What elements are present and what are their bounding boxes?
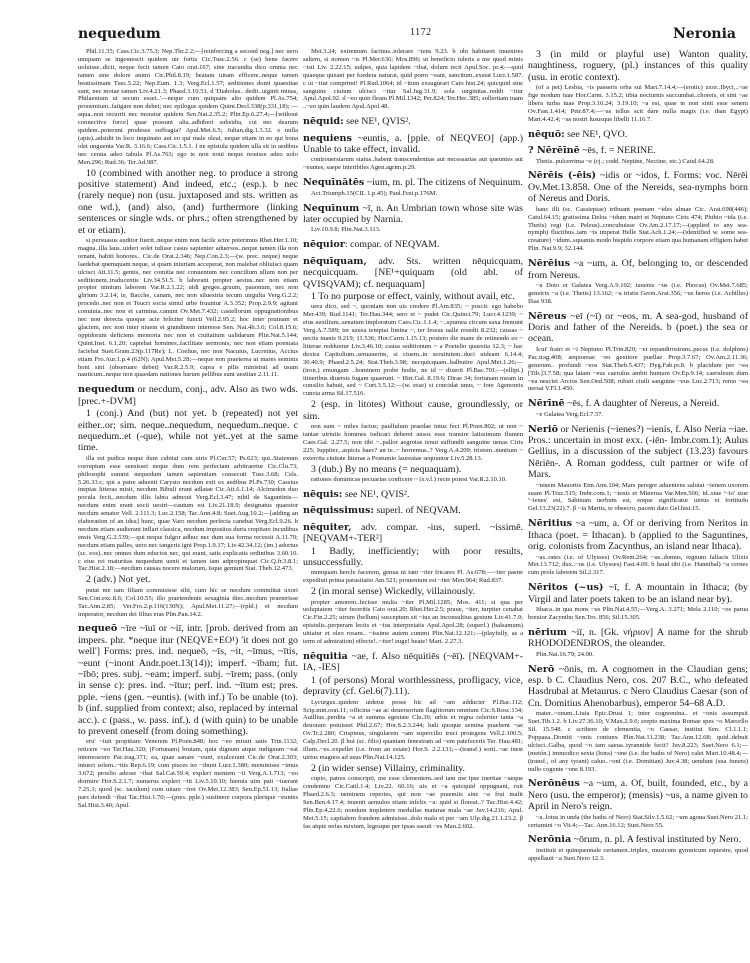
dictionary-entry-header bbox=[528, 778, 748, 812]
citation-block: illa est pudica neque dum cubitat cum uiris Pl.Cur.57; Ps.623; qui..Staienum corruptum esse sensisset neque dum rem perfectam arbitraretur Cic.Clu.73; philosophi summi nequedum tamen sapientiam consecuti Tusc.3.68; Cels. 5.26.33.c; qui a patre aduenit Carysto necdum exit ex aedibus Pl.Ps.730; Cassius ineptas litteras misit, necdum Bibuli erant adlatae Cic.Att.6.1.14; Alcimedon duo pocula fecit,..necdum illis labra admoui Verg.Ecl.3.47; nihil de Saguntinis—necdum enim erant socii uestri—cautum est Liv.21.18.9; designatus quaestor necdum senator Vell. 2.111.3; Luc.2.158; Tac.Ann.4.8; Suet.Aug.10.2;—[adding an elaboration of an idea] hunc, quae Varo necdum perfecta canebat Verg.Ecl.9.26. b necdum etiam audierant inflari classica, necdum impositos duris crepitare incudibus ensis Verg.G.2.539;—qui neque fulgor adhuc nec dum sua forma recessit A.11.70; necdum etiam palles, uero nec tangeris igni Prop.1.9.17; Liv.42.34.12; (im.) adortus (sc. eos)..nec omnes dum eductos nec, qui erant, satis explicatis ordinibus 3.60.10. c eius rei maturitas nequedum uenit et tamen iam adpropinquat Cic.Q.fr.3.8.1; Tac.Hist.2.18;—necdum causas nocere malorum, isque gemunt Stat. Theb.12.473. bbox=[78, 454, 298, 573]
page-number: 1172 bbox=[410, 27, 432, 38]
headword: Nērēius bbox=[528, 258, 571, 270]
entry-grammar: ~a ~um, a. Of or deriving from Neritos in Ithaca (poet. = Ithacan). b (applied to the Saguntines, orig. colonists from Zacynthus, an island near Ithaca). bbox=[528, 518, 748, 553]
headword: nērium bbox=[528, 626, 567, 638]
citation-block: numquam hercle facerem, genua ni tam ~iter fricares Pl. As.678;—~iter paene expediuit prima parasitatio Am.521; prouenium est ~iter Men.964; Rud.837. bbox=[303, 569, 523, 585]
entry-grammar: : compar. of NEQVAM. bbox=[344, 239, 440, 251]
dictionary-entry-header bbox=[303, 177, 523, 188]
dictionary-entry-header bbox=[303, 133, 523, 156]
entry-grammar: ~ēs, f. A daughter of Nereus, a Nereid. bbox=[564, 398, 720, 410]
headword: Nerō bbox=[528, 663, 555, 675]
dictionary-entry-header bbox=[528, 518, 748, 552]
entry-grammar: see NE¹, QVIS². bbox=[342, 488, 410, 500]
citation-block: Plin.Nat.16.79; 24.90. bbox=[536, 650, 594, 658]
headword: nequiens bbox=[303, 132, 352, 144]
entry-grammar: ~ōrum, n. pl. A festival instituted by Nero. bbox=[571, 834, 742, 846]
sense-definition: 2 (esp. in litotes) Without cause, groundlessly, or sim. bbox=[303, 399, 523, 422]
dictionary-entry-header bbox=[303, 522, 523, 545]
entry-grammar: or Nerienis (~ienes?) ~ienis, f. Also Neria ~iae. Pros.: uncertain in most exx. (-iēn- Imbr.com.1); Aulus Gellius, in a discussion of the subject (13.23) favours Nēriēn-. A Roman goddess, cult partner or wife of Mars. bbox=[528, 423, 748, 481]
entry-grammar: ~euntis, a. [pple. of NEQVEO] (app.) Unable to take effect, invalid. bbox=[303, 132, 523, 156]
entry-grammar: ~a ~um, a. Of, belonging to, or descended from Nereus. bbox=[528, 258, 748, 281]
citation-block: putat me iam filiam commisisse sibi, cum hic se necdum committat uxori Sen.Con.exc.8.6; Col.10.55; illo praetendente sexaginta dies..necdum praeterisse Tac.Ann.2.85; Ver.Fro.2.p.116(130N); Apul.Met.11.27;—(rpld.) et necdum imperator, necdum dei filius eras Plin.Pan.14.2. bbox=[78, 586, 298, 618]
entry-grammar: ~ēs, f. = NERINE. bbox=[579, 145, 656, 157]
sense-definition: 10 (combined with another neg. to produce a strong positive statement) And indeed, etc.; (esp.). b nec (rarely neque) non (usu. juxtaposed and sts. written as one wd.), (and) also, (and) furthermore (linking sentences or single wds. or phrs.; often strengthened by et or etiam). bbox=[78, 167, 298, 236]
entry-grammar: ~īre ~īuī or ~iī, intr. [prob. derived from an impers. phr. *neque itur (NEQVE+EO¹) 'it does not go well'] Forms: pres. ind. nequeō, ~īs, ~it, ~īmus, ~ītis, ~eunt (~inont Andr.poet.13(14)); imperf. ~ībam; fut. ~ībō; pres. subj. ~eam; imperf. subj. ~īrem; pass. (only in sense c): pres. ind. ~ītur; perf. ind. ~ītum est; pres. pple. ~iens (gen. ~euntis). (with inf.) To be unable (to). b (inf. supplied from context; also, replaced by internal acc.). c (pass., w. pass. inf.). d (with quin) to be unable to prevent oneself (from doing something). bbox=[78, 623, 298, 738]
citation-block: Act.Triumph.15(CIL 1.p.45); Paul.Fest.p.176M. bbox=[311, 189, 438, 197]
citation-block: Ithaca..in qua mons ~us Plin.Nat.4.55;—Verg.A. 3.271; Mela 2.110; ~os parua breuior Zacyntho Sen.Tro. 856; Sil.15.305. bbox=[528, 606, 748, 621]
citation-block: ~a Doto et Galatea Verg.A.9.102; iuuenis ~us (i.e. Phocus) Ov.Met.7.685; genetrix ~a (i.e. Thetis) 13.162; ~a tristis Germ.Arat.356; ~us heros (i.e. Achilles) Ilias 938. bbox=[528, 281, 748, 305]
headword: nēquiter, bbox=[303, 521, 352, 533]
entry-grammar: ~iī, n. [Gk. νήριον] A name for the shrub RHODODENDROS, the oleander. bbox=[528, 626, 748, 650]
sense-definition: 1 (conj.) And (but) not yet. b (repeated) not yet either..or; sim. neque..nequedum, nequedum..neque. c nequedum..et (-que), while not yet..yet at the same time. bbox=[78, 408, 298, 454]
entry-grammar: ~ium, m. pl. The citizens of Nequinum. bbox=[364, 177, 523, 189]
citation-block: instituit et quinquennale certamen..triplex, musicum gymnicum equestre, quod appellauit ~a Suet.Nero 12.3. bbox=[528, 846, 748, 862]
headword: Nerōnia bbox=[528, 834, 572, 846]
entry-grammar: ~a ~um, a. Of, built, founded, etc., by a Nero (usu. the emperor); (mensis) ~us, a name given to April in Nero's reign. bbox=[528, 778, 748, 813]
dictionary-entry-header bbox=[528, 834, 748, 845]
headword: ? Nērēīnē bbox=[528, 145, 580, 157]
column-right bbox=[528, 48, 748, 863]
dictionary-entry-header bbox=[528, 145, 748, 156]
citation-block: propter amorem..fecisse multa ~iter Pl.Mil.1285; Mos. 411; si qua per uoluptatem ~iter feceritis Cato orat.20; Rhet.Her.2.5; praue, ~iter, turpiter cenabat Cic.Fin.2.25; utrum (bellum) susceptum sit ~ius an inconsultius gestum Liv.41.7.9; epistulis..perperam lectis et ~ius interpretatis Apul.Apol.28; (superl.) (balsamum) uitiatur et oleo rosam.. ~issime autem cummi Plin.Nat.12.121;—(playfully, as a term of admiration) effecte!..~iter! euge! beate! Mart. 2.27.3. bbox=[303, 598, 523, 646]
entry-grammar: superl. of NEQVAM. bbox=[373, 505, 461, 517]
headword: Nērīnē bbox=[528, 398, 565, 410]
dictionary-entry-header bbox=[528, 129, 748, 140]
entry-grammar: see NE¹, QVIS². bbox=[343, 116, 411, 128]
headword: Nēreus bbox=[528, 310, 567, 322]
citation-block: Thetis..pulcerrima ~e (cj.; codd. Neptine, Nectine, etc.) Catul.64.28. bbox=[536, 157, 715, 165]
headword: Neriō bbox=[528, 423, 558, 435]
citation-block: hanc illi (sc. Cassiepiae) tribuant poenam ~ides almae Cic. Arat.698(446); Catul.64.15; gratissima Delos ~idum matri et Neptuno Ciris 474; Phthio ~ida (i.e. Thetis) regi (i.e. Peleus)..concubuisse Ov.Am.2.17.17;—(applied to any sea-nymph) fluctibus..iam ~is imperat Helle Stat.Ach.1.24;—(identified w. some sea-creature) ~idum..squamis modo hispido corpore etiam qua humanam effigiem habet Plin. Nat.9.9; 32.144. bbox=[528, 205, 748, 253]
sense-definition: 1 Badly, inefficiently; with poor results, unsuccessfully. bbox=[303, 545, 523, 568]
citation-block: cupio, patres conscripti, me esse clementem..sed iam me ipse inertiae ~aeque condemno Cic.Catil.1.4; Liv.22. 60.16; uis et ~a quicquid oppugnant, ruit Phaed.2.6.3; neminem reperies, qui non ~ae praemiis sine ~a frui malit Sen.Ben.4.17.4; inuenit aemulos etiam infelix ~a: quid si floreat..? Tac.Hist.4.42; Plin.Ep.4.22.6; nondum implenere medullas maturae mala ~ae Juv.14.216; Apul. Met.5.15; capitalem fraudem admisisse..dolo malo et per ~am Ulp.dig.21.1.23.2. β fas atque nefas mixtum, legesque per ipsas saeuit ~es Man.2.602. bbox=[303, 775, 523, 830]
sense-definition: 3 (dub.) By no means (= nequaquam). bbox=[311, 463, 462, 475]
running-head bbox=[78, 26, 736, 42]
entry-grammar: see NE¹, QVO. bbox=[564, 128, 628, 140]
headword: nēquior bbox=[303, 239, 345, 251]
entry-grammar: ~ī, n. An Umbrian town whose site was later occupied by Narnia. bbox=[303, 202, 523, 225]
headword: nēquīquam, bbox=[303, 255, 367, 267]
dictionary-entry-header bbox=[528, 664, 748, 710]
dictionary-entry-header bbox=[78, 623, 298, 737]
citation-block: Icui' fratri et ~i Neptuno Pl.Trin.820; ~ei repandirostrum..pecus (i.e. dolphins) Pac.trag.408; aequoreae ~eo genitore puellae Prop.3.7.67; Ov.Am.2.11.36; generum.. profundi ~eos Stat.Theb.5.437; Hyg.Fab.pr.8. b placidum per ~ea [Tib.]3.7.58; qua latam ~eus caerulus ambit humum Ov.Ep.9.14; caeruleum dum ~ea nesciet Arctos Sen.Oed.508; rubuit ciuili sanguine ~eus Luc.2.713; remo ~ea uersat V.Fl.1.450. bbox=[528, 345, 748, 393]
sense-definition: 3 (in mild or playful use) Wanton quality, naughtiness, roguery, (pl.) instances of this quality (usu. in erotic context). bbox=[528, 49, 748, 83]
right-guide-word: Neronia bbox=[673, 26, 736, 42]
sense-definition: 2 (in moral sense) Wickedly, villainously. bbox=[311, 586, 476, 598]
entry-grammar: ~ī, f. A mountain in Ithaca; (by Virgil and later poets taken to be an island near by). bbox=[528, 582, 748, 605]
dictionary-entry-header bbox=[528, 627, 748, 650]
headword: nēquid: bbox=[303, 116, 344, 128]
headword: nēquitia bbox=[303, 650, 348, 662]
citation-block: si persuasus auditor fuerit..neque enim non facile scire poterimus Rhet.Her.1.10; magna..illa laus..uideri solet tulisse casus sapienter aduersos..neque tamen illa non ornant, habiti honores.. Cic.de Orat.2.346; Nep.Con.2.3;—(w. prec. neque) neque laedebat quemquam neque, si quam iniuriam acceperat, non malebat obliuisci quam ulcisci Att.11.5; gentis, nec comitia nec conuentum nec concilium ullum non per seditionem..traducentis Liv.34.51.5. b laborant propter aestus..nec non etiam propter nimium laborem Var.R.2.1.22; uidi greges..gruum, pauonum, nec non glirium 3.2.14; te, Bacche, canam, nec non siluestria tecum uirgulta Verg.G.2.2; procedo..nec non et Teucri socia simul urbe fruuntur A.3.352; Prop.2.9.9; agitant conuiuia..nec non et carmina..canunt Ov.Met.7.432; castellorum oppugnationibus nec non derecta quoque acie feliciter functi Vell.2.95.2; hoc inter pruinam et glaciem, nec non inter niuem et grandinem interesse Sen. Nat.4b.3.6; Col.8.15.6; oppidorum deficiens memoria nec non et ciuitatium ualidarum Plin.Nat.5.144; Quint.Inst. 6.1.20; capiebat homines..facilitate sermonis; nec non etiam poemata faciebat Suet.Gram.23(p.117Re); L. Coelius, nec non Nacuius, Lucretius, Accius etiam Fro.Aur.1.p.4 (62N); Apul.Met.5.28;—neque non praeterea ut mares seminis boni sint (obseruare debet) Var.R.2.5.9; capra e pilis ministrat ad usum nauticum..neque non quaedam nationes harum pellibus sunt uestitae 2.11.11. bbox=[78, 237, 298, 379]
dictionary-entry-header bbox=[303, 505, 523, 516]
citation-block: controuersiarum status..habent transcendentias aut necessarias aut queuntes aut ~euntes, saepe interibiles Agen.agrim.p.29. bbox=[303, 156, 523, 172]
dictionary-entry-header bbox=[528, 582, 748, 605]
citation-block: non sum ~ miles factus; paullulum praedae intus feci Pl.Poen.802; ut non ~ tantae uirtutis homines iudicari deberet ausos esse transire latissimum flumen Caes.Gal. 2.27.5; non tibi ~..pallor aegrotas tenui suffundit sanguine uenas Ciris 225; Iuppiter,..aspicis haec? an te..~ horremus..? Verg.A.4.209; tristem..nuntium ~ exterrita ciuitate litterae a Postumio laureatae sequuntur Liv.5.28.13. bbox=[303, 423, 523, 462]
citation-block: ~e Galatea Verg.Ecl.7.37. bbox=[536, 410, 603, 418]
headword: nēquō: bbox=[528, 128, 565, 140]
citation-block: ~a..lotus in unda (the baths of Nero) Stat.Silv.1.5.62; ~um agona Suet.Nero 21.1; certamini ~o Vit.4;—Tac. Ann.16.12; Suet.Nero 55. bbox=[528, 813, 748, 829]
dictionary-entry-header bbox=[78, 384, 298, 407]
headword: Nerōnēus bbox=[528, 778, 580, 790]
citation-block: ~ienem Mauortis Enn.Ann.104; Mars peregre adueniens salutat ~ienem uxorem suam Pl.Truc.515; Imbr.com.1; ~ienis et Minerua Var.Men.506; id..siue '~io' siue '~ienes' est, Sabinum uerbum est, eoque significatur uirtus et fortitudo Gel.13.23(22).7. β ~ia Martis, te obsecro, pacem dato Gel.hist.15. bbox=[528, 481, 748, 513]
left-guide-word: nequedum bbox=[78, 26, 161, 42]
entry-grammar: ~ae, f. Also nēquitiēs (~ēī). [NEQVAM+-IA, -IES] bbox=[303, 650, 523, 674]
dictionary-entry-header bbox=[303, 489, 523, 500]
entry-grammar: ~idis or ~idos, f. Forms: voc. Nērēi Ov.Met.13.858. One of the Nereids, sea-nymphs born of Nereus and Doris. bbox=[528, 170, 748, 205]
dictionary-entry-header bbox=[528, 258, 748, 281]
citation-block: (of a pet) Lesbia, ~is passeris orba sui Mart.7.14.4;—(erotic) uxor..Ibyci,..~ae fige modum tuae Hor.Carm. 3.15.2; tibia nocturnis succumbat..choreis, et sint ~ae libera turba tuae Prop.3.10.24; 3.19.10; ~a est, quae te non sinit esse senem Ov.Fast.1.414; Petr.87.4;—~as tellus scit dare nulla magis (i.e. than Egypt) Mart.4.42.4; ~as nostri lususque libelli 11.16.7. bbox=[528, 84, 748, 123]
sense-definition: 1 To no purpose or effect, vainly, without avail, etc. bbox=[311, 290, 515, 302]
dictionary-entry-header bbox=[528, 170, 748, 204]
dictionary-entry-header bbox=[528, 424, 748, 481]
citation-block: ~as..rates (i.e. of Ulysses) Ov.Rem.264; ~as..domus, regnum fallacis Ulixis Met.13.712; dux..~us (i.e. Ulysses) Fast.4.69. b haud tibi (i.e. Hannibal) ~a cernes cum prole laborem Sil.2.317. bbox=[528, 553, 748, 577]
dictionary-entry-header bbox=[303, 239, 523, 250]
column-middle bbox=[303, 48, 523, 831]
sense-definition: 2 (adv.) Not yet. bbox=[86, 574, 151, 586]
entry-grammar: or necdum, conj., adv. Also as two wds. [prec.+-DVM] bbox=[78, 384, 298, 407]
headword: nequedum bbox=[78, 384, 135, 396]
headword: Nequīnum bbox=[303, 202, 360, 214]
headword: Nequīnātēs bbox=[303, 177, 365, 189]
headword: Nērēis (-ēis) bbox=[528, 170, 597, 182]
sense-definition: 1 (of persons) Moral worthlessness, profligacy, vice, depravity (cf. Gel.6(7).11). bbox=[303, 674, 523, 698]
headword: nēquis: bbox=[303, 488, 343, 500]
citation-block: eru' ~iuit propitiare Venerem Pl.Poen.848; hoc ~eo mirari satis Trin.1132; reticere ~eo Ter.Hau.320; (Fortunam) brutam, quia dignum atque indignum ~eat internoscere Pac.trag.371; ea, quae sanare ~eunt, exulcerant Cic.de Orat.2.303; intueri solem..~itis Rep.6.19; cum pisces ire ~ibunt Lucr.1.380; meminisse ~imus 3.672; proelio adesse ~ibat Sal.Cat.59.4; expleri mentem ~it Verg.A.1.713; ~eo dormire Hor.S.2.1.7; numerus expleri ~iit Liv.5.10.10; hiemis uim pati ~iuerant 7.25.3; quod (sc. iaculum) cum uitare ~iret Ov.Met.12.383; Sen.Ep.51.13; Italiae pars defendi ~ibat Tac.Hist.1.70;—(pres. pple.) sustinere corpora plerique ~euntes Sal.Hist.3.40; Apul. bbox=[78, 738, 298, 809]
citation-block: Phil.11.35; Cass.Cic.3.75.3; Nep.Thr.2.2;—[reinforcing a second neg.] nec uero umquam se ingemescit quidem uir fortis Cic.Tusc.2.56. c (se) bene facere uoluisse..dicit, neque fecit tamen Cato orat.167; sine iracundia dico omnia nec tamen sine dolore animi Cic.Phil.8.19; beatam uitam efficere..neque tamen beatissimam Tusc.5.22; Nep.Eum. 1.3; Verg.Ecl.1.57; seditiones domi quaesitae sunt, nec motae tamen Liv.4.21.3; Phaed.3.10.51. d 'Diabolus.. dedit..uiginti minas, Philaenium ut secum esset..'—neque cum quiquam alio quidem Pl.As.754; prooemium..fatigare non debet; nec epilogus quidem Quint.Decl.338(p.331,18); —aqua..non recurrit nec moratur quidem Sen.Nat.2.35.2; Plin.Ep.6.27.4;—[without connective force] quae possunt alia..adhiberi subsidia, cui nec dearum quidem..poterunt prodesse suffragia? Apul.Met.6.5; Julian.dig.1.3.32. e nulla (apis)..adsidit in loco inquinato aut eo qui male oleat, neque etiam in eo qui bona olet unguenta Var.R. 3.16.6; Cass.Cic.1.5.1. f ne epistula quidem ulla sit in aedibus nec cerata adeo tabula Pl.As.763; ego te non noui neque nouisse adeo uolo Men.296; Rud.36; Ter.Ad.987. bbox=[78, 48, 298, 166]
dictionary-entry-header bbox=[303, 256, 523, 290]
headword: Nēritius bbox=[528, 518, 573, 530]
dictionary-entry-header bbox=[303, 651, 523, 674]
citation-block: mater..~onum..Liuia Epic.Drusi 1; inter cognomina.. et ~onis assumpsit Suet.Tib.1.2. b Liv.27.36.10; V.Max.2.9.6; erepto maxima Romae spes ~o Marcello Sil. 15.548. c scribere de clementia, ~o Caesar, institui Sen. Cl.1.1.1; Poppaea..Domiti ~onis coniunx Plin.Nat.11.238; Tac.Ann.12.68; quid..debuit ulcisci..Galba, quod ~o tam saeua..tyrannide fecit? Juv.8.223; Suet.Nero 6.1;—(metón.) immodico sexta (hora) ~one (i.e. the baths of Nero) calet Mart.10.48.4;—(transf., of any tyrant) caluo..~oni (i.e. Domitian) Juv.4.38; uendunt (sua funera) nullo cogente ~one 8.193. bbox=[528, 710, 748, 773]
entry-grammar: ~ōnis, m. A cognomen in the Claudian gens; esp. b C. Claudius Nero, cos. 207 B.C., who defeated Hasdrubal at Metaurus. c Nero Claudius Caesar (son of Cn. Domitius Ahenobarbus), emperor 54–68 A.D. bbox=[528, 663, 748, 709]
citation-block: Liv.10.9.8; Plin.Nat.3.113. bbox=[311, 226, 381, 234]
citation-block: uera dico, sed ~, quoniam non uis credere Pl.Am.835; ~ poscit: ego habebo Mer.439; Rud.1141; Ter.Hau.344; sero et ~ pudet Cic.Quinct.79; Lucr.4.1239; ~ eius auxilium..senatum imploratum Caes.Cic.1.1.4; ~..spumea circum saxa fremunt Verg.A.7.589; ter saxea temptat limina ~, ter fessus ualle resedit 8.232; causas ~ nectis inanis 9.219; 11.536; Hor.Carm.1.15.13; postero die mane de retinendo eo ~ litterae redduntur Liv.3.46.10; causa seditionum ~ a Poetelio quaesita 12.3; ~ hac dextra Capitolium..seruauerim, si ciuem..in seruitutem..duci uideam 6.14.4; 30.40.9; Phaed.2.5.24; Stat.Theb.3.98; necquicquam..balbutire Apul.Met.1.26;—(iron.) emungam ..hominem probe hodie, ne id ~ dixerit Pl.Bac.701;—(ellipt.) itineribus diuersis fugam quaerunt. ~ Hirt.Gal. 8.19.6; Dirae 34; fortunam meam in consilio habuit, sed ~ Curt.3.5.12;—(w. esse) si concidat unus, ~ fore Agenoreis cuncta arma Sil.17.516. bbox=[303, 303, 523, 398]
dictionary-entry-header bbox=[303, 203, 523, 226]
sense-definition: 2 (in wider sense) Villainy, criminality. bbox=[311, 762, 465, 774]
entry-grammar: adv. compar. -ius, superl. ~issimē. [NEQVAM+-TER²] bbox=[303, 521, 523, 545]
column-left bbox=[78, 48, 298, 810]
headword: Nēritos (~us) bbox=[528, 582, 604, 594]
entry-grammar: adv. Sts. written nēquicquam, necquicquam. [NE¹+quiquam (old abl. of QVISQVAM); cf. nequaquam] bbox=[303, 255, 523, 290]
headword: nēquissimus: bbox=[303, 505, 374, 517]
dictionary-entry-header bbox=[528, 398, 748, 409]
citation-block: rationes dominicas pecuarias conficere ~ (s.v.l.) recte potest Var.R.2.10.10. bbox=[311, 475, 507, 483]
citation-block: Lycurgus..quidem uidetur posse hic ad ~am adducier Pl.Bac.112; Scip.min.orat.11; officina ~ae ac deuersorium flagitiorum omnium Cic.S.Rosc.134; Auillius..perdita ~a et summa egestate Clu.36; urbis et regna celeriter tanta ~a deuorare potuisset Phil.2.67; Hor.S.2.3.244; ludi quoque semina praebent ~ae Ov.Tr.2.280; Crispinus, singularem ~am supercilio truci protegens Vell.2.100.5; Calp.Decl.20. β hui (sc. filio) quantam fenestram ad ~em patefeceris Ter. Hau.481; illum..~es..expellet (i.e. from an estate) Hor.S. 2.2.131;—(transf.) sorti..~ae inest uirtus magnos ad usus Plin.Nat.14.125. bbox=[303, 698, 523, 761]
entry-grammar: ~eī (~ī) or ~eos, m. A sea-god, husband of Doris and father of the Nereids. b (poet.) the sea or ocean. bbox=[528, 310, 748, 345]
citation-block: Met.3.24; extremum facinus..tolerare ~iens 9.23. b ubi habitaret inuenires saltem, si nomen ~is Pl.Mer.636; Mos.896; ut beneficio tuleris a me quod minis ~isti Liv. 2.22.15; uulpes, quia lapidem ~ibat, dolum iecit Apul.Soc. pr.4;—quid quaeque queant per foedera naturai, quid porro ~eant, sancitum..exstat Lucr.1.587. c ut ~itur comprimi! Pl.Rud.1064; id ~itum exsugurari Cato hist.24; quicquid sine sanguine ciuium ulcisci ~itur Sal.Jug.31.9; sola uirginitas..reddi ~itur Apul.Apol.92. d ~eo quin fleam Pl.Mil.1342; Per.824; Ter.Hec.385; sollertiam tuam ..~eo quin laudem Apul.Apol.48. bbox=[303, 48, 523, 111]
dictionary-entry-header bbox=[528, 311, 748, 345]
headword: nequeō bbox=[78, 623, 118, 635]
dictionary-entry-header bbox=[303, 116, 523, 127]
